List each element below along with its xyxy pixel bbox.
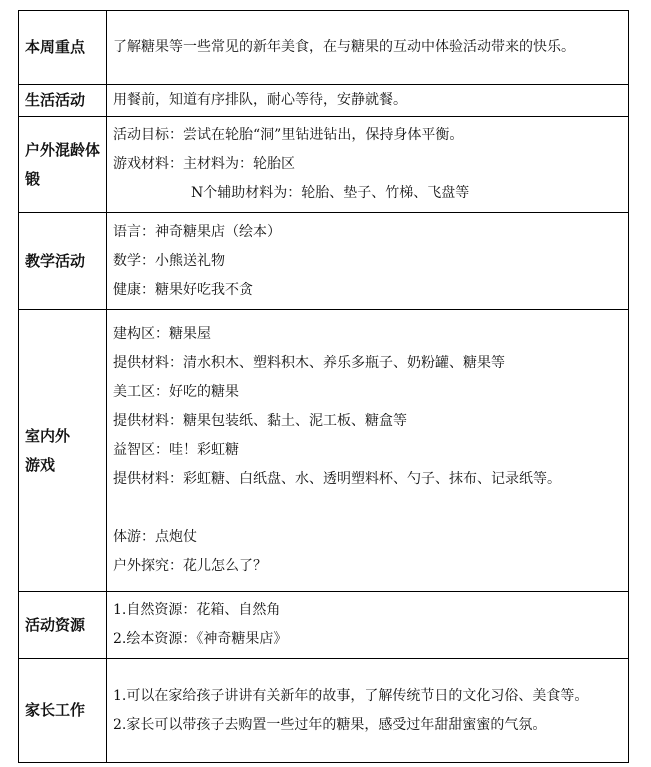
games-item: 体游：点炮仗 <box>113 529 197 545</box>
teaching-item: 数学：小熊送礼物 <box>113 252 225 269</box>
weekly-focus-text: 了解糖果等一些常见的新年美食，在与糖果的互动中体验活动带来的快乐。 <box>113 39 575 55</box>
teaching-item: 健康：糖果好吃我不贪 <box>113 281 253 298</box>
teaching-item: 语言：神奇糖果店（绘本） <box>113 223 281 240</box>
row-weekly-focus <box>19 11 629 85</box>
row-indoor-outdoor-games <box>19 310 629 592</box>
games-blank-line <box>113 494 622 523</box>
label-outdoor-exercise: 户外混龄体锻 <box>19 117 107 213</box>
games-item: 提供材料：彩虹糖、白纸盘、水、透明塑料杯、勺子、抹布、记录纸等。 <box>113 471 561 487</box>
label-life-activity: 生活活动 <box>19 85 107 117</box>
parent-work-item: 1.可以在家给孩子讲讲有关新年的故事，了解传统节日的文化习俗、美食等。 <box>113 687 589 704</box>
row-life-activity <box>19 85 629 117</box>
row-parent-work <box>19 659 629 763</box>
label-parent-work: 家长工作 <box>19 659 107 763</box>
row-teaching-activity <box>19 213 629 310</box>
games-item: 户外探究：花儿怎么了？ <box>113 558 267 574</box>
games-item: 美工区：好吃的糖果 <box>113 384 239 400</box>
row-activity-resources <box>19 592 629 659</box>
games-item: 建构区：糖果屋 <box>113 326 211 342</box>
label-activity-resources: 活动资源 <box>19 592 107 659</box>
outdoor-aux-material: N个辅助材料为：轮胎、垫子、竹梯、飞盘等 <box>191 185 470 201</box>
games-label-line2: 游戏 <box>25 455 56 474</box>
label-weekly-focus: 本周重点 <box>19 11 107 85</box>
label-indoor-outdoor-games <box>19 310 107 592</box>
row-outdoor-exercise <box>19 117 629 213</box>
games-item: 提供材料：糖果包装纸、黏土、泥工板、糖盒等 <box>113 413 407 429</box>
label-teaching-activity: 教学活动 <box>19 213 107 310</box>
resource-item: 2.绘本资源：《神奇糖果店》 <box>113 631 288 647</box>
life-activity-text: 用餐前，知道有序排队，耐心等待，安静就餐。 <box>113 92 407 108</box>
resource-item: 1.自然资源：花箱、自然角 <box>113 602 281 618</box>
games-item: 提供材料：清水积木、塑料积木、养乐多瓶子、奶粉罐、糖果等 <box>113 355 505 371</box>
outdoor-material: 游戏材料：主材料为：轮胎区 <box>113 156 295 172</box>
outdoor-goal: 活动目标：尝试在轮胎“洞”里钻进钻出，保持身体平衡。 <box>113 127 464 143</box>
weekly-plan-sheet <box>18 10 628 763</box>
weekly-plan-table <box>18 10 629 763</box>
games-label-line1: 室内外 <box>25 426 71 445</box>
games-item: 益智区：哇！彩虹糖 <box>113 442 239 458</box>
parent-work-item: 2.家长可以带孩子去购置一些过年的糖果，感受过年甜甜蜜蜜的气氛。 <box>113 716 547 733</box>
